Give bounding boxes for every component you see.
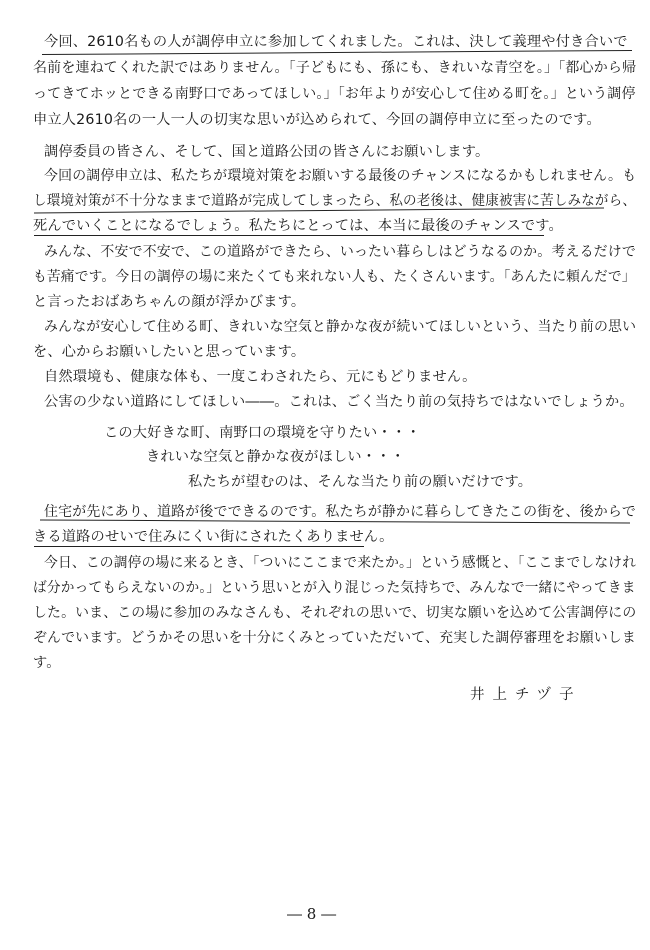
page-number: ― 8 ― xyxy=(287,905,337,923)
paragraph-4-line-3: と言ったおばあちゃんの顔が浮かびます。 xyxy=(33,294,306,310)
verse-line-1: この大好きな町、南野口の環境を守りたい・・・ xyxy=(104,425,421,441)
paragraph-3-line-3: 死んでいくことになるでしょう。私たちにとっては、本当に最後のチャンスです。 xyxy=(33,218,563,234)
paragraph-3-line-2: し環境対策が不十分なままで道路が完成してしまったら、私の老後は、健康被害に苦しみながら、 xyxy=(33,193,637,209)
paragraph-1-line-4: 申立人2610名の一人一人の切実な思いが込められて、今回の調停申立に至ったのです。 xyxy=(33,112,601,128)
paragraph-1-line-1: 今回、2610名もの人が調停申立に参加してくれました。これは、決して義理や付き合いで xyxy=(44,34,628,50)
closing-2-line-5: す。 xyxy=(33,655,61,671)
handwritten-underline xyxy=(34,235,544,236)
closing-1-line-1: 住宅が先にあり、道路が後でできるのです。私たちが静かに暮らしてきたこの街を、後からで xyxy=(44,504,637,520)
paragraph-1-line-2: 名前を連ねてくれた訳ではありません。「子どもにも、孫にも、きれいな青空を。」「都心から帰 xyxy=(33,60,637,76)
paragraph-4-line-2: も苦痛です。今日の調停の場に来たくても来れない人も、たくさんいます。「あんたに頼んだで」 xyxy=(33,269,636,285)
paragraph-4-line-1: みんな、不安で不安で、この道路ができたら、いったい暮らしはどうなるのか。考えるだけで xyxy=(44,244,636,260)
author-signature: 井上チヅ子 xyxy=(470,687,582,703)
closing-1-line-2: きる道路のせいで住みにくい街にされたくありません。 xyxy=(33,529,394,545)
paragraph-6-line-1: 自然環境も、健康な体も、一度こわされたら、元にもどりません。 xyxy=(44,369,477,385)
paragraph-5-line-1: みんなが安心して住める町、きれいな空気と静かな夜が続いてほしいという、当たり前の思い xyxy=(44,319,637,335)
closing-2-line-4: ぞんでいます。どうかその思いを十分にくみとっていただいて、充実した調停審理をお願いしま xyxy=(33,630,636,646)
closing-2-line-2: ば分かってもらえないのか。」という思いとが入り混じった気持ちで、みんなで一緒にやってきま xyxy=(33,580,636,596)
handwritten-underline xyxy=(34,546,364,547)
verse-line-2: きれいな空気と静かな夜がほしい・・・ xyxy=(146,449,405,465)
closing-2-line-1: 今日、この調停の場に来るとき、「ついにここまで来たか。」という感慨と、「ここまでしなけれ xyxy=(44,555,637,571)
paragraph-1-line-3: ってきてホッとできる南野口であってほしい。」「お年よりが安心して住める町を。」という調停 xyxy=(33,86,636,102)
verse-line-3: 私たちが望むのは、そんな当たり前の願いだけです。 xyxy=(188,474,533,490)
paragraph-3-line-1: 今回の調停申立は、私たちが環境対策をお願いする最後のチャンスになるかもしれません。も xyxy=(44,168,637,184)
paragraph-5-line-2: を、心からお願いしたいと思っています。 xyxy=(33,344,306,360)
paragraph-2-line-1: 調停委員の皆さん、そして、国と道路公団の皆さんにお願いします。 xyxy=(44,144,490,160)
paragraph-7-line-1: 公害の少ない道路にしてほしい――。これは、ごく当たり前の気持ちではないでしょうか。 xyxy=(44,394,634,410)
closing-2-line-3: した。いま、この場に参加のみなさんも、それぞれの思いで、切実な願いを込めて公害調停にの xyxy=(33,605,637,621)
